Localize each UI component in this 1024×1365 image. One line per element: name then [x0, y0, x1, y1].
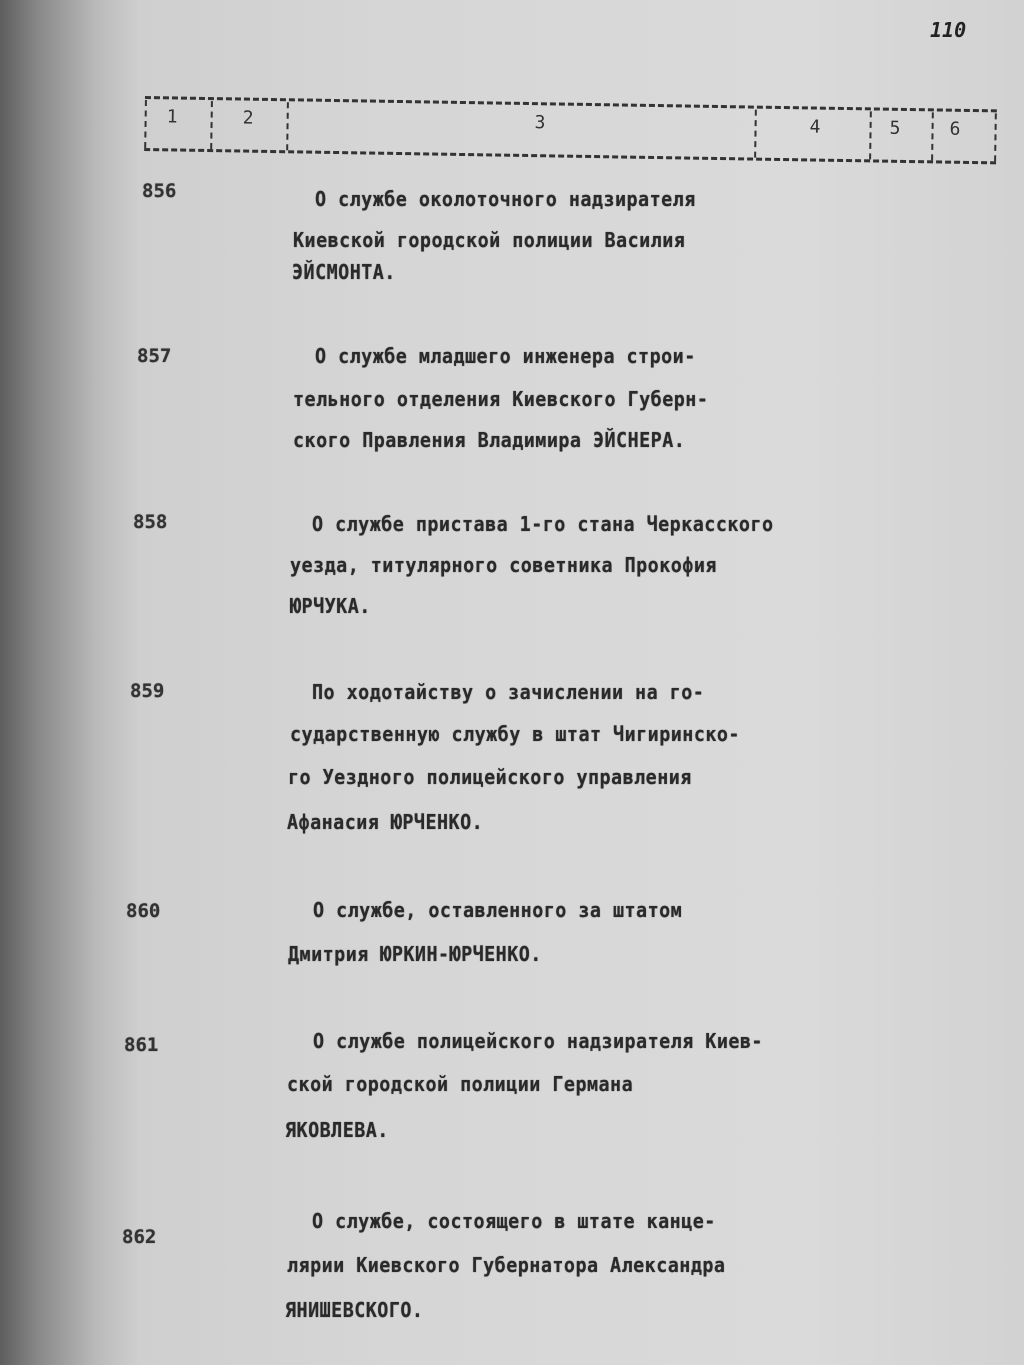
entry-number: 859: [130, 680, 165, 702]
entry-text-line: го Уездного полицейского управления: [288, 765, 692, 789]
column-divider: [286, 102, 289, 150]
entry-text-line: О службе околоточного надзирателя: [315, 187, 696, 211]
table-header: [144, 96, 997, 165]
entry-text-line: лярии Киевского Губернатора Александра: [287, 1253, 726, 1277]
entry-text-line: О службе пристава 1-го стана Черкасского: [312, 512, 774, 536]
entry-text-line: уезда, титулярного советника Прокофия: [290, 553, 717, 577]
entry-text-line: О службе полицейского надзирателя Киев-: [313, 1029, 763, 1053]
entry-text-line: ской городской полиции Германа: [287, 1072, 634, 1096]
entry-text-line: ского Правления Владимира ЭЙСНЕРА.: [293, 428, 686, 452]
column-header-5: 5: [889, 117, 901, 139]
entry-text-line: Афанасия ЮРЧЕНКО.: [287, 810, 484, 834]
entry-number: 862: [122, 1226, 157, 1248]
column-header-2: 2: [242, 107, 254, 129]
entry-text-line: тельного отделения Киевского Губерн-: [293, 387, 709, 411]
entry-text-line: По ходотайству о зачислении на го-: [312, 680, 705, 704]
entry-text-line: О службе младшего инженера строи-: [315, 344, 696, 368]
column-divider: [994, 113, 997, 161]
entry-text-line: ЯКОВЛЕВА.: [285, 1118, 389, 1142]
column-header-3: 3: [534, 112, 546, 134]
column-header-6: 6: [949, 118, 961, 140]
entry-text-line: сударственную службу в штат Чигиринско-: [290, 722, 740, 746]
entry-number: 861: [124, 1034, 159, 1056]
column-header-4: 4: [809, 116, 821, 138]
entry-text-line: ЭЙСМОНТА.: [292, 260, 396, 284]
entry-text-line: О службе, оставленного за штатом: [313, 898, 683, 922]
entry-number: 858: [133, 511, 168, 533]
header-top-border: [145, 96, 997, 112]
entry-text-line: ЯНИШЕВСКОГО.: [285, 1298, 424, 1322]
entry-number: 857: [137, 345, 172, 367]
column-header-1: 1: [166, 106, 178, 128]
entry-text-line: Дмитрия ЮРКИН-ЮРЧЕНКО.: [288, 942, 542, 966]
entry-text-line: О службе, состоящего в штате канце-: [312, 1209, 716, 1233]
column-divider: [754, 110, 757, 158]
column-divider: [931, 112, 934, 160]
entry-text-line: ЮРЧУКА.: [290, 594, 371, 618]
entry-number: 856: [142, 180, 177, 202]
entry-text-line: Киевской городской полиции Василия: [293, 228, 686, 252]
entry-number: 860: [126, 900, 161, 922]
column-divider: [144, 100, 147, 148]
column-divider: [210, 101, 213, 149]
column-divider: [869, 111, 872, 159]
page-number: 110: [930, 18, 967, 42]
